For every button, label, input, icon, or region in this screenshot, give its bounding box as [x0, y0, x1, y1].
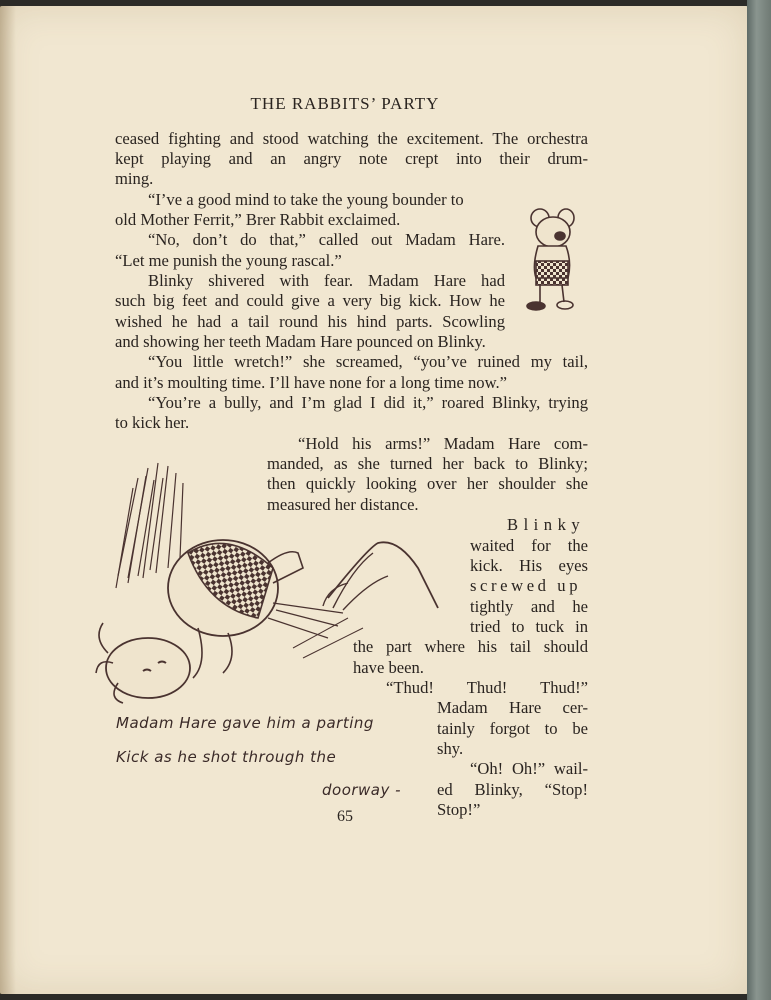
- page-binding-shadow: [0, 6, 16, 994]
- text-line: measured her distance.: [267, 495, 419, 514]
- text-line: “Oh! Oh!” wail-: [470, 759, 588, 778]
- running-header: THE RABBITS’ PARTY: [250, 94, 440, 113]
- text-line: wished he had a tail round his hind parts. Scowling: [115, 312, 505, 331]
- text-line: then quickly looking over her shoulder she: [267, 474, 588, 493]
- text-line: Blinky: [507, 515, 586, 534]
- text-line: Stop!”: [437, 800, 481, 819]
- text-line: kept playing and an angry note crept into their drum-: [115, 149, 588, 168]
- text-line: tainly forgot to be: [437, 719, 588, 738]
- text-line: and showing her teeth Madam Hare pounced on Blinky.: [115, 332, 486, 351]
- text-line: to kick her.: [115, 413, 190, 432]
- text-line: tightly and he: [470, 597, 588, 616]
- koala-figure-illustration: [520, 206, 582, 318]
- text-line: ceased fighting and stood watching the excitement. The orchestra: [115, 129, 588, 148]
- text-line: screwed up: [470, 576, 582, 595]
- text-line: have been.: [353, 658, 424, 677]
- blinky-kicked-illustration: [88, 458, 448, 708]
- text-line: manded, as she turned her back to Blinky;: [267, 454, 588, 473]
- book-cover-edge: [747, 0, 771, 1000]
- text-line: ed Blinky, “Stop!: [437, 780, 588, 799]
- text-line: tried to tuck in: [470, 617, 588, 636]
- text-line: the part where his tail should: [353, 637, 588, 656]
- text-line: kick. His eyes: [470, 556, 588, 575]
- illustration-caption-line: Kick as he shot through the: [116, 748, 337, 766]
- text-line: shy.: [437, 739, 464, 758]
- text-line: such big feet and could give a very big kick. How he: [115, 291, 505, 310]
- text-line: ming.: [115, 169, 154, 188]
- text-line: “Hold his arms!” Madam Hare com-: [298, 434, 588, 453]
- text-line: old Mother Ferrit,” Brer Rabbit exclaimed.: [115, 210, 401, 229]
- text-line: and it’s moulting time. I’ll have none for a long time now.”: [115, 373, 508, 392]
- text-line: waited for the: [470, 536, 588, 555]
- text-line: “No, don’t do that,” called out Madam Hare.: [148, 230, 505, 249]
- text-line: “Thud! Thud! Thud!”: [386, 678, 588, 697]
- text-line: “I’ve a good mind to take the young bounder to: [148, 190, 464, 209]
- text-line: “Let me punish the young rascal.”: [115, 251, 342, 270]
- illustration-caption-line: doorway -: [322, 781, 402, 799]
- text-line: “You’re a bully, and I’m glad I did it,” roared Blinky, trying: [148, 393, 588, 412]
- text-line: Blinky shivered with fear. Madam Hare had: [148, 271, 505, 290]
- illustration-caption-line: Madam Hare gave him a parting: [116, 714, 374, 732]
- book-page: [0, 6, 748, 994]
- page-number: 65: [337, 808, 353, 825]
- text-line: Madam Hare cer-: [437, 698, 588, 717]
- text-line: “You little wretch!” she screamed, “you’ve ruined my tail,: [148, 352, 588, 371]
